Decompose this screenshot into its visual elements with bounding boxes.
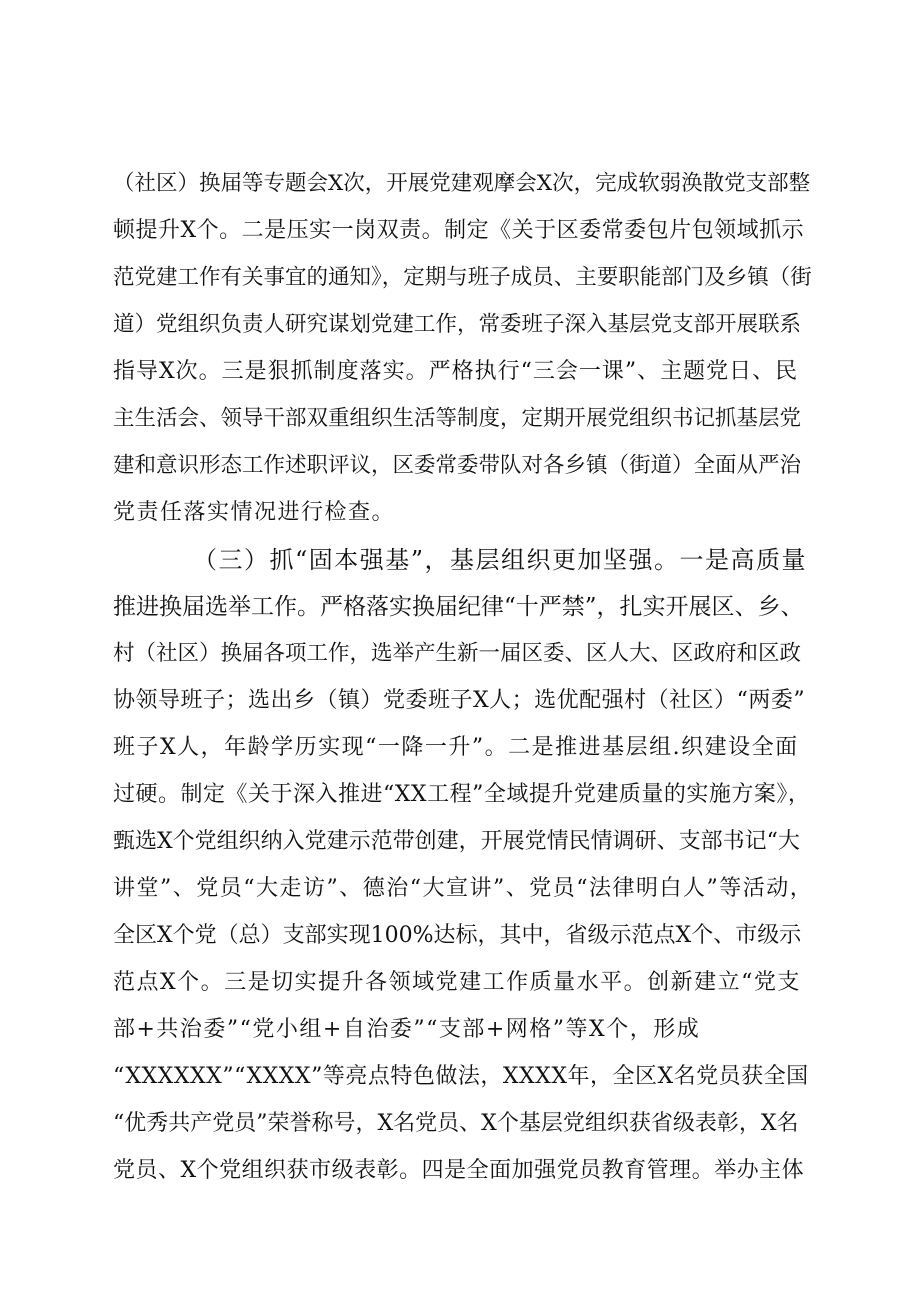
- text-line: 范党建工作有关事宜的通知》，定期与班子成员、主要职能部门及乡镇（街: [113, 265, 812, 290]
- text-line: “优秀共产党员”荣誉称号，X名党员、X个基层党组织获省级表彰，X名: [113, 1111, 799, 1136]
- text-line: 主生活会、领导干部双重组织生活等制度，定期开展党组织书记抓基层党: [113, 406, 802, 431]
- text-line: 党责任落实情况进行检查。: [113, 500, 396, 525]
- text-line: 推进换届选举工作。严格落实换届纪律“十严禁”，扎实开展区、乡、: [113, 594, 804, 620]
- text-line: 过硬。制定《关于深入推进“XX工程”全域提升党建质量的实施方案》，: [113, 782, 811, 807]
- text-line: “XXXXXX”“XXXX”等亮点特色做法，XXXX年，全区X名党员获全国: [113, 1064, 809, 1089]
- text-line: 班子X人，年龄学历实现“一降一升”。二是推进基层组.织建设全面: [113, 735, 799, 760]
- text-line: （社区）换届等专题会X次，开展党建观摩会X次，完成软弱涣散党支部整: [113, 171, 811, 196]
- text-line: 建和意识形态工作述职评议，区委常委带队对各乡镇（街道）全面从严治: [113, 453, 802, 478]
- text-line: 甄选X个党组织纳入党建示范带创建，开展党情民情调研、支部书记“大: [113, 829, 800, 854]
- text-line: 范点X个。三是切实提升各领域党建工作质量水平。创新建立“党支: [113, 970, 801, 995]
- text-line: 协领导班子；选出乡（镇）党委班子X人；选优配强村（社区）“两委”: [113, 688, 806, 713]
- section-heading-line: （三）抓“固本强基”，基层组织更加坚强。一是高质量: [193, 546, 808, 574]
- text-line: 道）党组织负责人研究谋划党建工作，常委班子深入基层党支部开展联系: [113, 312, 802, 337]
- text-line: 部+共治委”“党小组+自治委”“支部+网格”等X个，形成: [113, 1017, 701, 1042]
- text-line: 顿提升X个。二是压实一岗双责。制定《关于区委常委包片包领域抓示: [113, 218, 805, 243]
- text-line: 党员、X个党组织获市级表彰。四是全面加强党员教育管理。举办主体: [113, 1158, 805, 1183]
- text-line: 讲堂”、党员“大走访”、德治“大宣讲”、党员“法律明白人”等活动，: [113, 876, 814, 901]
- text-line: 村（社区）换届各项工作，选举产生新一届区委、区人大、区政府和区政: [113, 641, 802, 666]
- text-line: 指导X次。三是狠抓制度落实。严格执行“三会一课”、主题党日、民: [113, 359, 799, 384]
- text-line: 全区X个党（总）支部实现100%达标，其中，省级示范点X个、市级示: [113, 923, 802, 948]
